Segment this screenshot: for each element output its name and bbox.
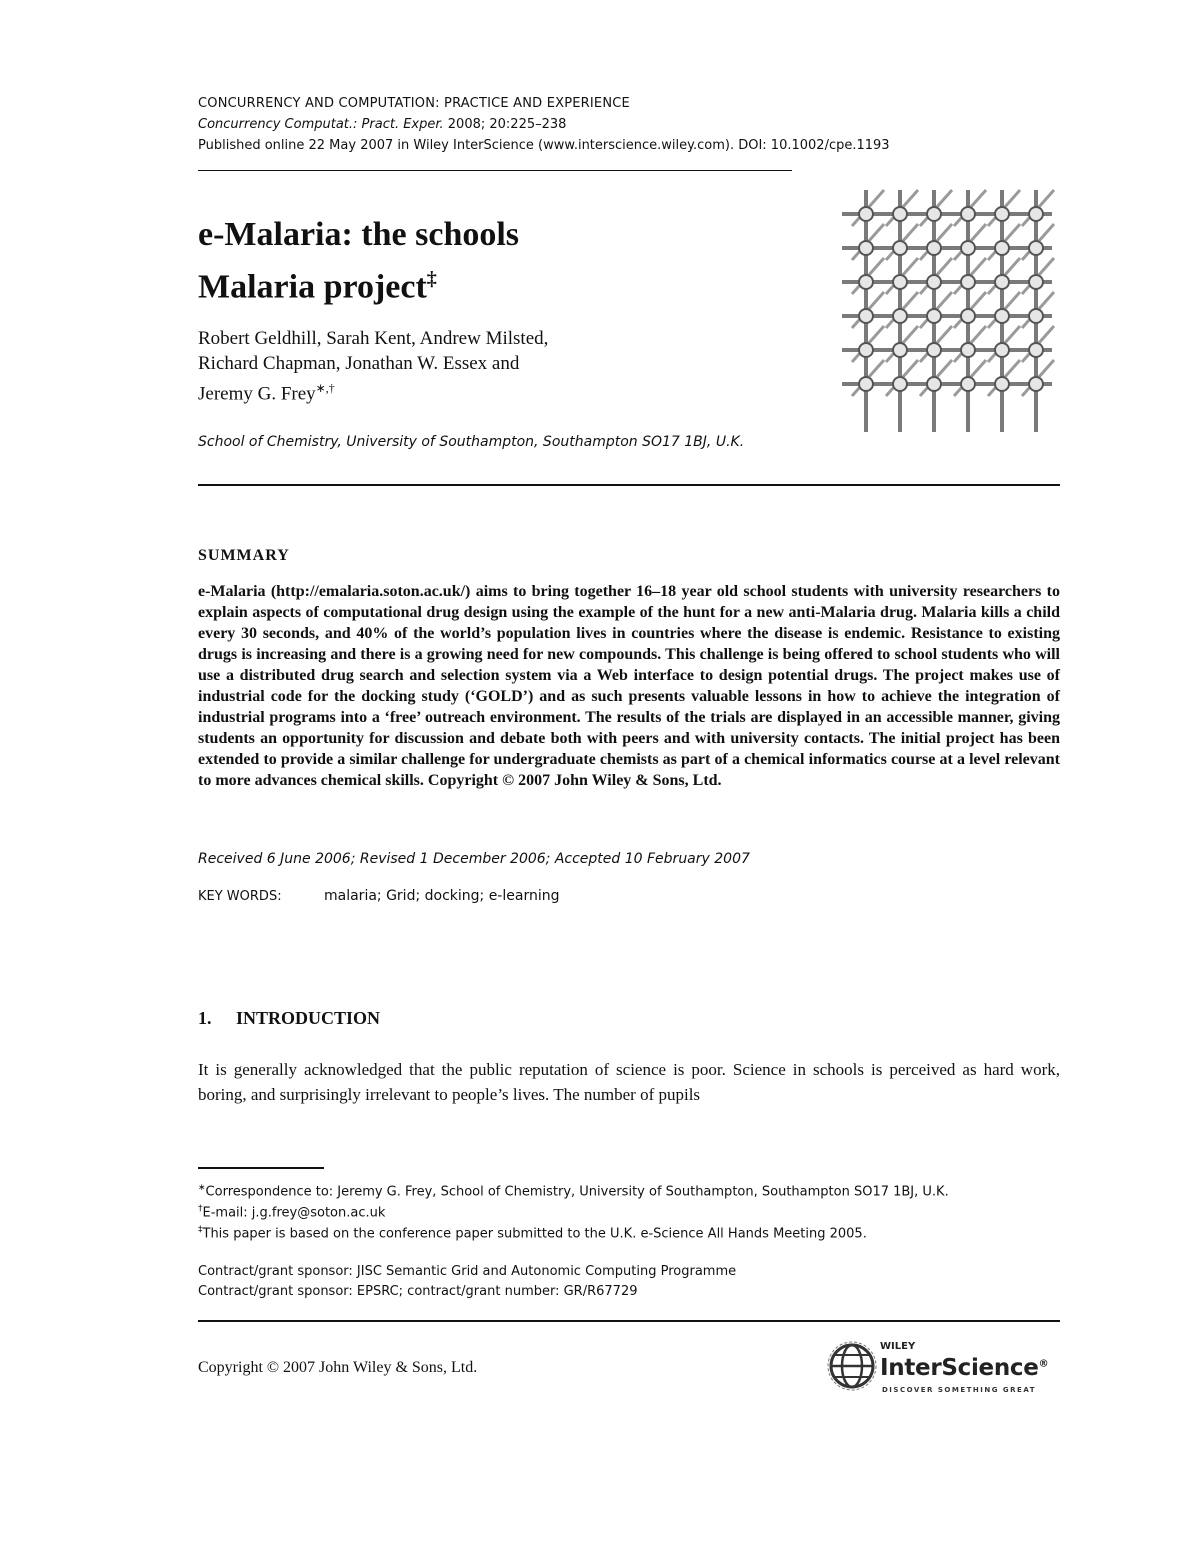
keywords-value: malaria; Grid; docking; e-learning [324,888,560,904]
journal-grid-logo [838,182,1060,443]
footnote-text: This paper is based on the conference paper submitted to the U.K. e-Science All Hands Meeting 2005. [202,1226,867,1242]
footnote-conference [198,1225,867,1241]
section-heading-introduction [198,1008,380,1029]
publication-info: Published online 22 May 2007 in Wiley InterScience (www.interscience.wiley.com). DOI: 10.1002/cpe.1193 [198,138,890,153]
publisher-parent-name: WILEY [880,1341,916,1352]
paper-title [198,213,758,309]
citation-volume-pages: 2008; 20:225–238 [443,117,567,132]
authors-line-2: Richard Chapman, Jonathan W. Essex and [198,353,520,374]
keywords-label: KEY WORDS: [198,889,282,904]
citation-journal: Concurrency Computat.: Pract. Exper. [198,117,444,132]
authors-line-3-text: Jeremy G. Frey [198,383,316,405]
title-line-2-text: Malaria project [198,268,427,306]
publisher-globe-icon [826,1340,878,1397]
footer-rule [198,1320,1060,1322]
grid-lattice-icon [838,182,1060,438]
affiliation: School of Chemistry, University of Southampton, Southampton SO17 1BJ, U.K. [198,434,745,450]
copyright-notice: Copyright © 2007 John Wiley & Sons, Ltd. [198,1359,478,1376]
footnote-rule [198,1167,324,1169]
grant-sponsor-2: Contract/grant sponsor: EPSRC; contract/grant number: GR/R67729 [198,1284,638,1299]
title-block-rule [198,484,1060,486]
section-number: 1. [198,1008,212,1028]
registered-mark: ® [1038,1358,1049,1370]
publisher-name: InterScience [880,1355,1039,1381]
author-list [198,326,758,406]
footnote-mark: ∗ [198,1183,206,1193]
footnote-mark: ‡ [198,1225,203,1235]
introduction-text: It is generally acknowledged that the public reputation of science is poor. Science in schools is perceived as hard work, boring, and surprisingly irrelevant to people’s lives. The number of pupils [198,1060,1060,1104]
publisher-tagline: DISCOVER SOMETHING GREAT [882,1386,1036,1394]
footnote-email [198,1204,385,1220]
footnote-text: Correspondence to: Jeremy G. Frey, School of Chemistry, University of Southampton, Southampton SO17 1BJ, U.K. [205,1184,949,1200]
title-line-1: e-Malaria: the schools [198,216,520,253]
author-footnote-marks: ∗,† [315,381,335,395]
footnote-text: E-mail: j.g.frey@soton.ac.uk [202,1205,386,1221]
article-dates: Received 6 June 2006; Revised 1 December 2006; Accepted 10 February 2007 [198,851,750,867]
title-footnote-mark: ‡ [426,268,437,290]
footnote-correspondence [198,1183,949,1199]
publisher-wordmark [880,1355,1048,1381]
authors-line-3 [198,376,758,406]
title-line-2 [198,257,758,309]
journal-citation [198,117,566,132]
footnote-mark: † [198,1204,203,1214]
grant-sponsor-1: Contract/grant sponsor: JISC Semantic Grid and Autonomic Computing Programme [198,1264,737,1279]
summary-text: e-Malaria (http://emalaria.soton.ac.uk/) aims to bring together 16–18 year old school students with university researchers to explain aspects of computational drug design using the example of the hunt for a new anti-Malaria drug. Malaria kills a child every 30 seconds, and 40% of the world’s population lives in countries where the disease is endemic. Resistance to existing drugs is increasing and there is a growing need for new compounds. This challenge is being offered to school students who will use a distributed drug search and selection system via a Web interface to design potential drugs. The project makes use of industrial code for the docking study (‘GOLD’) and as such presents valuable lessons in how to achieve the integration of industrial programs into a ‘free’ outreach environment. The results of the trials are displayed in an accessible manner, giving students an opportunity for discussion and debate both with peers and with university contacts. The initial project has been extended to provide a similar challenge for undergraduate chemists as part of a chemical informatics course at a level relevant to more advances chemical skills. Copyright © 2007 John Wiley & Sons, Ltd. [198,583,1060,789]
authors-line-1: Robert Geldhill, Sarah Kent, Andrew Milsted, [198,328,549,349]
header-rule [198,170,792,171]
section-title: INTRODUCTION [236,1008,381,1028]
summary-heading: SUMMARY [198,547,290,564]
journal-name: CONCURRENCY AND COMPUTATION: PRACTICE AND EXPERIENCE [198,96,630,111]
